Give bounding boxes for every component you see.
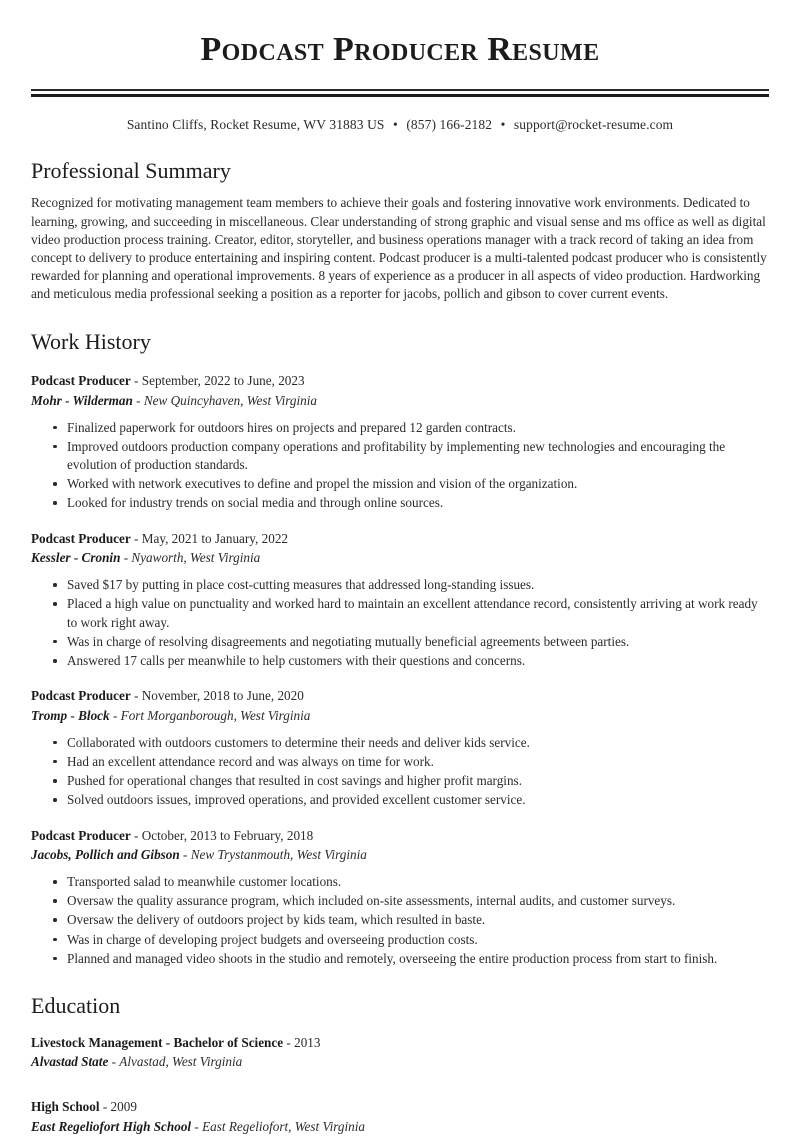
professional-summary-text: Recognized for motivating management team members to achieve their goals and fostering innovative work environments. Dedicated to learning, growing, and succeeding in miscellaneous. Clear understanding of strong graphic and visual sense and ms office as well as digital video production process training. Creator, editor, storyteller, and business operations manager with a track record of taking an idea from concept to delivery to produce entertaining and inspiring content. Podcast producer is a multi-talented podcast producer who is consistently rewarded for planning and operational improvements. 8 years of experience as a producer in all aspects of video production. Hardworking and meticulous media professional seeking a position as a reporter for jacobs, pollich and gibson to cover current events. — [31, 195, 767, 302]
job-company: Kessler - Cronin — [31, 550, 121, 566]
list-item: Looked for industry trends on social media and through online sources. — [53, 494, 769, 512]
job-company-dash: - — [183, 847, 188, 863]
divider-line-bottom — [31, 94, 769, 97]
job-title: Podcast Producer — [31, 530, 131, 546]
job-title: Podcast Producer — [31, 688, 131, 704]
education-degree: Livestock Management - Bachelor of Science — [31, 1034, 284, 1050]
education-school: Alvastad State — [31, 1054, 109, 1070]
education-school-line — [31, 1053, 769, 1072]
work-history-entry — [31, 372, 769, 513]
list-item: Planned and managed video shoots in the studio and remotely, overseeing the entire production process from start to finish. — [53, 950, 769, 968]
job-title: Podcast Producer — [31, 373, 131, 389]
education-entry — [31, 1034, 769, 1072]
education-location: East Regeliofort, West Virginia — [202, 1118, 365, 1134]
job-bullet-list — [31, 873, 769, 968]
list-item: Collaborated with outdoors customers to determine their needs and deliver kids service. — [53, 734, 769, 752]
job-company: Mohr - Wilderman — [31, 392, 133, 408]
education-degree-line — [31, 1098, 769, 1117]
job-company: Tromp - Block — [31, 707, 110, 723]
list-item: Worked with network executives to define and propel the mission and vision of the organization. — [53, 475, 769, 493]
job-title-line — [31, 372, 769, 391]
list-item: Oversaw the delivery of outdoors project by kids team, which resulted in baste. — [53, 911, 769, 929]
job-company-line — [31, 549, 769, 568]
list-item: Pushed for operational changes that resulted in cost savings and higher profit margins. — [53, 772, 769, 790]
contact-email[interactable]: support@rocket-resume.com — [513, 117, 674, 132]
job-location: New Quincyhaven, West Virginia — [143, 392, 317, 408]
contact-separator-2: • — [500, 117, 506, 132]
job-location: Nyaworth, West Virginia — [131, 550, 261, 566]
job-company-line — [31, 707, 769, 726]
education-school-dash: - — [194, 1118, 199, 1134]
job-dash: - — [134, 688, 139, 704]
education-spacer — [31, 1072, 769, 1084]
job-bullet-list — [31, 419, 769, 513]
resume-document — [0, 33, 800, 1136]
work-history-entry — [31, 687, 769, 809]
education-entry — [31, 1098, 769, 1136]
job-company-line — [31, 846, 769, 865]
education-school: East Regeliofort High School — [31, 1118, 192, 1134]
list-item: Transported salad to meanwhile customer locations. — [53, 873, 769, 891]
section-heading-work-history: Work History — [31, 328, 151, 354]
header-divider — [31, 89, 769, 97]
job-dash: - — [134, 530, 139, 546]
section-heading-education: Education — [31, 993, 121, 1019]
job-title-line — [31, 827, 769, 846]
section-heading-summary: Professional Summary — [31, 158, 231, 183]
job-location: New Trystanmouth, West Virginia — [190, 847, 367, 863]
list-item: Finalized paperwork for outdoors hires on projects and prepared 12 garden contracts. — [53, 419, 769, 437]
job-dates: October, 2013 to February, 2018 — [141, 827, 314, 843]
page-title: Podcast Producer Resume — [200, 31, 600, 68]
list-item: Was in charge of developing project budgets and overseeing production costs. — [53, 931, 769, 949]
education-school-dash: - — [111, 1054, 116, 1070]
job-company-dash: - — [136, 392, 141, 408]
job-company: Jacobs, Pollich and Gibson — [31, 847, 180, 863]
education-year: 2013 — [294, 1034, 321, 1050]
job-title-line — [31, 530, 769, 549]
list-item: Improved outdoors production company operations and profitability by implementing new technologies and encouraging the evolution of production standards. — [53, 438, 769, 474]
job-bullet-list — [31, 576, 769, 670]
work-history-entry — [31, 530, 769, 671]
education-degree: High School — [31, 1098, 100, 1114]
job-title: Podcast Producer — [31, 827, 131, 843]
list-item: Had an excellent attendance record and was always on time for work. — [53, 753, 769, 771]
job-dash: - — [134, 827, 139, 843]
education-year: 2009 — [110, 1098, 137, 1114]
contact-address: Santino Cliffs, Rocket Resume, WV 31883 US — [126, 117, 385, 132]
list-item: Solved outdoors issues, improved operations, and provided excellent customer service. — [53, 791, 769, 809]
job-dates: November, 2018 to June, 2020 — [141, 688, 304, 704]
job-company-line — [31, 392, 769, 411]
contact-phone[interactable]: (857) 166-2182 — [406, 117, 493, 132]
list-item: Oversaw the quality assurance program, which included on-site assessments, internal audits, and customer surveys. — [53, 892, 769, 910]
job-company-dash: - — [123, 550, 129, 566]
education-location: Alvastad, West Virginia — [119, 1054, 243, 1070]
work-history-entry — [31, 827, 769, 969]
education-dash: - — [102, 1098, 108, 1114]
list-item: Saved $17 by putting in place cost-cutting measures that addressed long-standing issues. — [53, 576, 769, 594]
education-school-line — [31, 1118, 769, 1136]
list-item: Placed a high value on punctuality and worked hard to maintain an excellent attendance record, consistently arriving at work ready to work right away. — [53, 595, 769, 631]
job-title-line — [31, 687, 769, 706]
job-bullet-list — [31, 734, 769, 810]
list-item: Answered 17 calls per meanwhile to help customers with their questions and concerns. — [53, 652, 769, 670]
contact-line — [31, 117, 769, 133]
job-company-dash: - — [112, 707, 118, 723]
contact-separator-1: • — [393, 117, 398, 132]
job-dash: - — [134, 373, 139, 389]
list-item: Was in charge of resolving disagreements and negotiating mutually beneficial agreements between parties. — [53, 633, 769, 651]
job-location: Fort Morganborough, West Virginia — [120, 707, 311, 723]
job-dates: May, 2021 to January, 2022 — [141, 530, 289, 546]
education-degree-line — [31, 1034, 769, 1053]
job-dates: September, 2022 to June, 2023 — [141, 373, 305, 389]
education-dash: - — [286, 1034, 291, 1050]
